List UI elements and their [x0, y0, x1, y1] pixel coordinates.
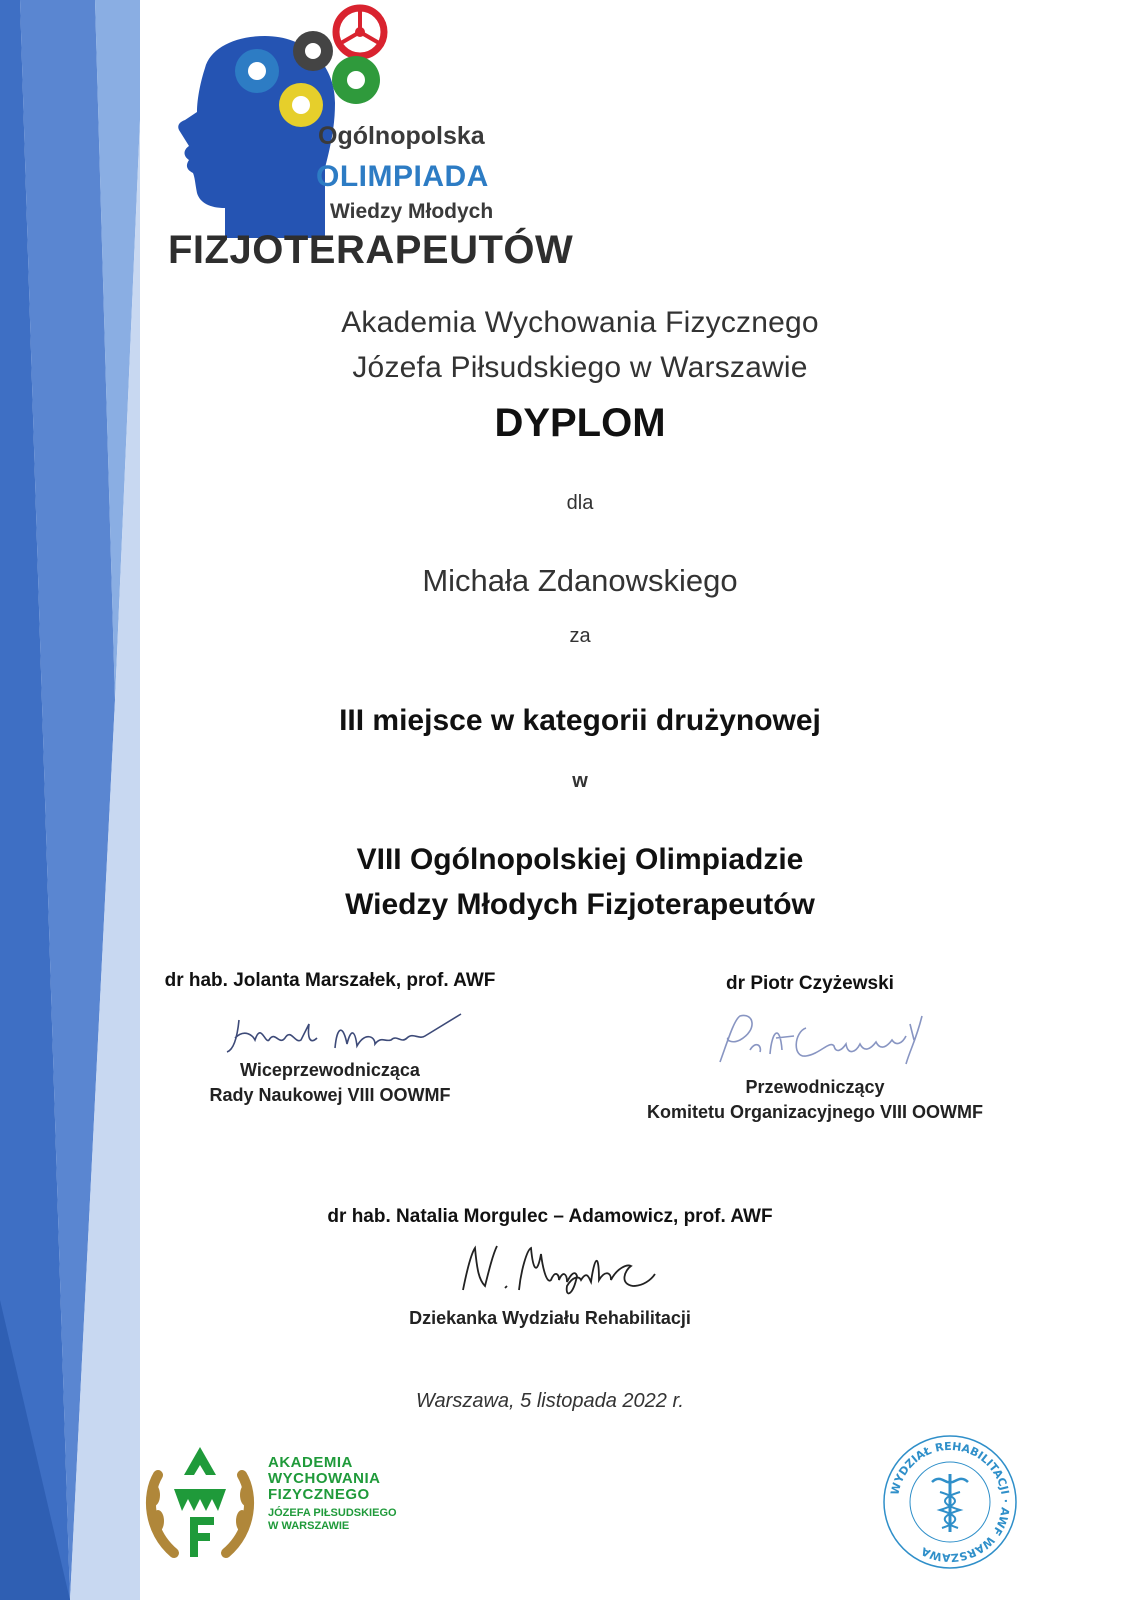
decorative-side-band — [0, 0, 140, 1600]
for-word: dla — [566, 492, 594, 514]
bottom-signature — [455, 1240, 665, 1300]
seal-ring-text: WYDZIAŁ REHABILITACJI · AWF WARSZAWA — [888, 1439, 1013, 1565]
awf-line1: AKADEMIA — [268, 1454, 353, 1471]
institution-line2: Józefa Piłsudskiego w Warszawie — [352, 351, 808, 384]
bottom-signatory-role: Dziekanka Wydziału Rehabilitacji — [409, 1308, 691, 1328]
left-role-line2: Rady Naukowej VIII OOWMF — [209, 1085, 451, 1106]
logo-text-line2: OLIMPIADA — [316, 160, 489, 193]
awf-line3: FIZYCZNEGO — [268, 1486, 370, 1503]
reason-word: za — [569, 625, 591, 647]
left-signature — [225, 1010, 465, 1060]
logo-text-line3: Wiedzy Młodych — [330, 200, 494, 223]
awf-emblem-logo — [140, 1445, 260, 1565]
right-role-line1: Przewodniczący — [745, 1077, 885, 1097]
event-line2: Wiedzy Młodych Fizjoterapeutów — [345, 888, 815, 921]
gear-icon — [293, 31, 333, 71]
right-role-line2: Komitetu Organizacyjnego VIII OOWMF — [646, 1102, 984, 1123]
awf-line2: WYCHOWANIA — [268, 1470, 381, 1487]
diploma-title: DYPLOM — [494, 401, 666, 445]
right-signature — [710, 1010, 940, 1070]
in-word: w — [572, 770, 588, 792]
institution-line1: Akademia Wychowania Fizycznego — [341, 306, 819, 339]
left-role-line1: Wiceprzewodnicząca — [240, 1060, 420, 1080]
faculty-seal-logo — [880, 1432, 1020, 1572]
caduceus-icon — [932, 1474, 968, 1532]
gear-icon — [279, 83, 323, 127]
logo-text-line1: Ogólnopolska — [318, 122, 485, 150]
left-signatory-role — [130, 1058, 530, 1108]
awf-line5: W WARSZAWIE — [268, 1520, 350, 1532]
bottom-signatory-name: dr hab. Natalia Morgulec – Adamowicz, prof. AWF — [327, 1206, 773, 1227]
green-gear-icon — [328, 52, 384, 108]
recipient-name: Michała Zdanowskiego — [422, 563, 738, 598]
event-line1: VIII Ogólnopolskiej Olimpiadzie — [356, 843, 804, 876]
right-signatory-role — [610, 1075, 1020, 1125]
gear-icon — [235, 49, 279, 93]
right-signatory-name: dr Piotr Czyżewski — [726, 973, 894, 994]
awf-text-logo — [268, 1455, 397, 1533]
left-signatory-name: dr hab. Jolanta Marszałek, prof. AWF — [164, 970, 496, 991]
awf-line4: JÓZEFA PIŁSUDSKIEGO — [268, 1507, 397, 1519]
achievement-text: III miejsce w kategorii drużynowej — [339, 704, 821, 737]
logo-text-line4: FIZJOTERAPEUTÓW — [168, 228, 574, 272]
issue-date: Warszawa, 5 listopada 2022 r. — [416, 1390, 684, 1412]
